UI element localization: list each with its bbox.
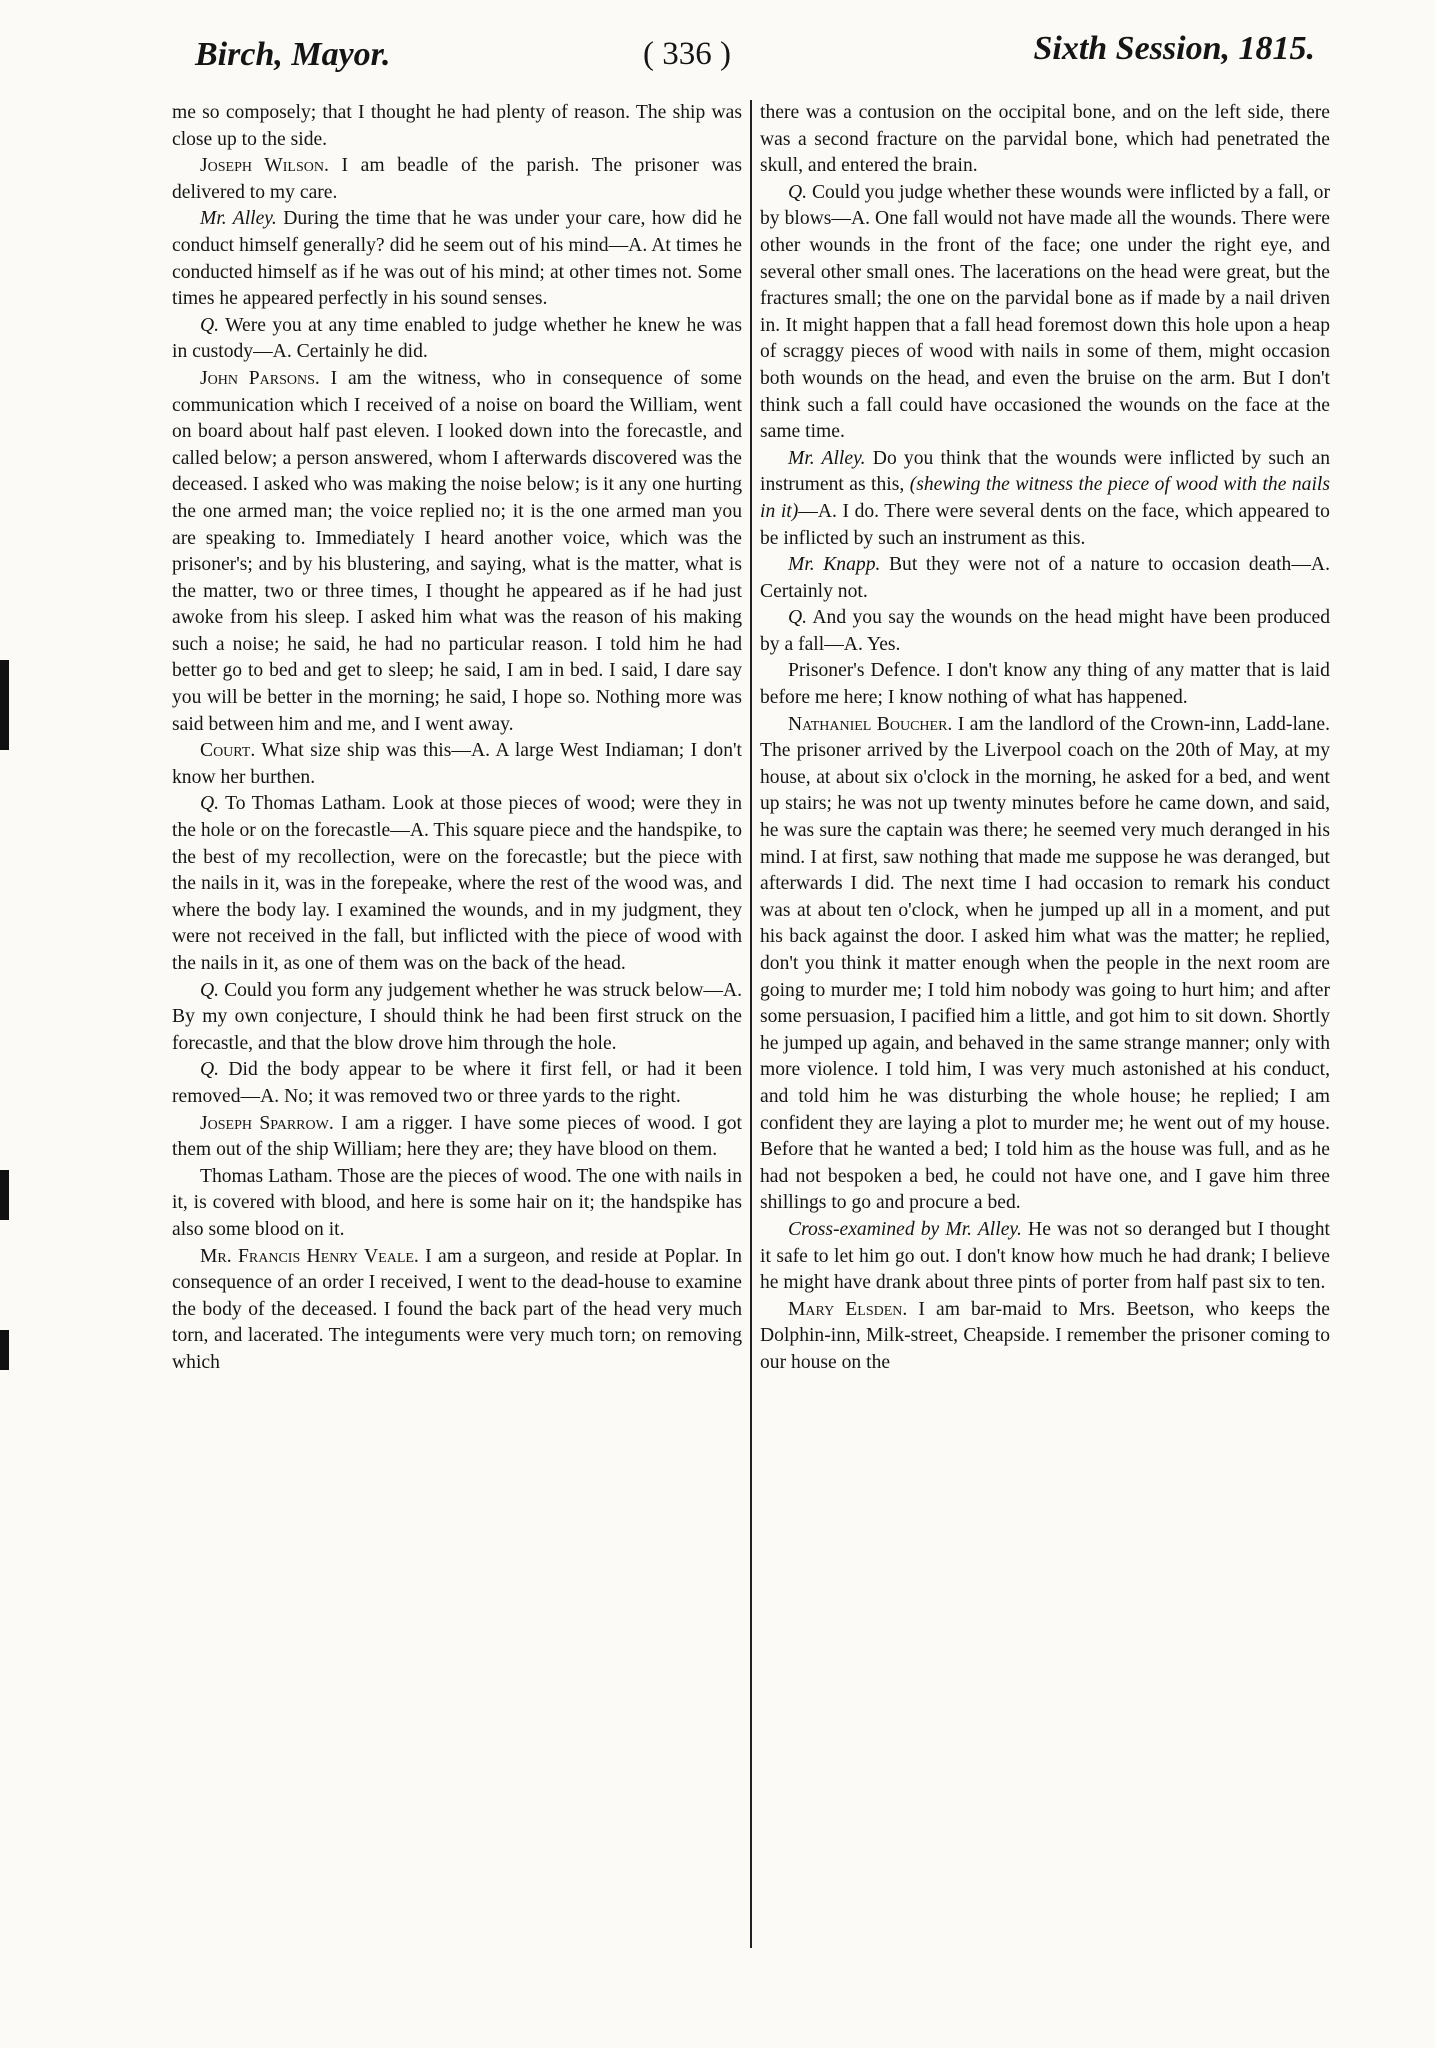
- paragraph: [172, 313, 742, 366]
- paragraph-text: Did the body appear to be where it first fell, or had it been removed—A. No; it was removed two or three yards to the right.: [172, 1059, 742, 1107]
- speaker-label: Cross-examined by Mr. Alley.: [788, 1218, 1022, 1240]
- running-head-right: Sixth Session, 1815.: [1033, 30, 1315, 67]
- scan-edge-mark: [0, 1170, 9, 1220]
- paragraph: [172, 366, 742, 738]
- paragraph-text: I am beadle of the parish. The prisoner was delivered to my care.: [172, 155, 742, 203]
- paragraph-text: I am bar-maid to Mrs. Beetson, who keeps the Dolphin-inn, Milk-street, Cheapside. I remember the prisoner coming to our house on the: [760, 1298, 1331, 1373]
- paragraph-text: I am the landlord of the Crown-inn, Ladd-lane. The prisoner arrived by the Liverpool coach on the 20th of May, at my house, at about six o'clock in the morning, he asked for a bed, and went up stairs; he was not up twenty minutes before he came down, and said, he was sure the captain was there; he seemed very much deranged in his mind. I at first, saw nothing that made me suppose he was deranged, but afterwards I did. The next time I had occasion to remark his conduct was at about ten o'clock, when he jumped up all in a moment, and put his back against the door. I asked him what was the matter; he replied, don't you think it matter enough when the people in the next room are going to murder me; I told him nobody was going to hurt him; and after some persuasion, I pacified him a little, and got him to sit down. Shortly he jumped up again, and behaved in the same strange manner; only with more violence. I told him, I was very much astonished at his conduct, and told him he was disturbing the whole house; he replied; I am confident they are laying a plot to murder me; he went out of my house. Before that he wanted a bed; I told him as the house was full, and as he had not bespoken a bed, he could not have one, and I gave him three shillings to go and procure a bed.: [760, 713, 1330, 1214]
- paragraph-text: Do you think that the wounds were inflicted by such an instrument as this,: [760, 447, 1330, 496]
- speaker-label: Prisoner's Defence.: [788, 660, 941, 682]
- paragraph: [172, 978, 742, 1058]
- paragraph: [760, 605, 1330, 658]
- paragraph-text: And you say the wounds on the head might have been produced by a fall—A. Yes.: [760, 607, 1330, 655]
- speaker-label: Q.: [200, 793, 220, 815]
- speaker-label: Nathaniel Boucher.: [788, 713, 953, 735]
- paragraph-text: I am a rigger. I have some pieces of wood. I got them out of the ship William; here they are; they have blood on them.: [172, 1112, 742, 1161]
- speaker-label: Mr. Francis Henry Veale.: [200, 1245, 419, 1267]
- paragraph: [760, 712, 1330, 1217]
- speaker-label: Q.: [200, 314, 220, 336]
- paragraph: [172, 1164, 742, 1244]
- speaker-label: Court.: [200, 740, 256, 762]
- speaker-label: John Parsons.: [200, 367, 320, 389]
- stage-direction: (shewing the witness the piece of wood with the nails in it): [760, 474, 1330, 522]
- paragraph: [760, 180, 1330, 446]
- speaker-label: Mr. Alley.: [788, 447, 866, 469]
- paragraph-text: Could you judge whether these wounds were inflicted by a fall, or by blows—A. One fall would not have made all the wounds. There were other wounds in the front of the face; one under the right eye, and several other small ones. The lacerations on the head were great, but the fractures small; the one on the parvidal bone as if made by a nail driven in. It might happen that a fall head foremost down this hole upon a heap of scraggy pieces of wood with nails in some of them, might occasion both wounds on the head, and even the bruise on the arm. But I don't think such a fall could have occasioned the wounds on the face at the same time.: [760, 181, 1330, 443]
- speaker-label: Joseph Sparrow.: [200, 1112, 334, 1134]
- speaker-label: Q.: [200, 1059, 220, 1081]
- paragraph-text: What size ship was this—A. A large West Indiaman; I don't know her burthen.: [172, 740, 742, 788]
- speaker-label: Q.: [788, 181, 808, 203]
- paragraph: [172, 1244, 742, 1377]
- page-header: [195, 26, 1315, 86]
- paragraph: [172, 206, 742, 312]
- paragraph-text: me so composely; that I thought he had plenty of reason. The ship was close up to the side.: [172, 102, 742, 150]
- paragraph-text: During the time that he was under your care, how did he conduct himself generally? did he seem out of his mind—A. At times he conducted himself as if he was out of his mind; at other times not. Some times he appeared perfectly in his sound senses.: [172, 208, 742, 310]
- paragraph: [760, 1297, 1330, 1377]
- paragraph-text: Could you form any judgement whether he was struck below—A. By my own conjecture, I should think he had been first struck on the forecastle, and that the blow drove him through the hole.: [172, 979, 742, 1054]
- paragraph: [760, 1217, 1330, 1297]
- paragraph: [760, 552, 1330, 605]
- paragraph-text: But they were not of a nature to occasion death—A. Certainly not.: [760, 554, 1330, 602]
- speaker-label: Q.: [200, 979, 220, 1001]
- speaker-label: Mr. Alley.: [200, 208, 277, 230]
- paragraph: [172, 100, 742, 153]
- paragraph: [172, 791, 742, 977]
- paragraph-text: He was not so deranged but I thought it safe to let him go out. I don't know how much he had drank; I believe he might have drank about three pints of porter from half past six to ten.: [760, 1218, 1331, 1294]
- paragraph: [760, 100, 1330, 180]
- scan-edge-mark: [0, 660, 9, 750]
- speaker-label: Joseph Wilson.: [200, 155, 329, 177]
- paragraph-text: I don't know any thing of any matter that is laid before me here; I know nothing of what has happened.: [760, 660, 1330, 709]
- paragraph-text: Were you at any time enabled to judge whether he knew he was in custody—A. Certainly he did.: [172, 314, 742, 363]
- paragraph-text: To Thomas Latham. Look at those pieces of wood; were they in the hole or on the forecastle—A. This square piece and the handspike, to the best of my recollection, were on the forecastle; but the piece with the nails in it, was in the forepeake, where the rest of the wood was, and where the body lay. I examined the wounds, and in my judgment, they were not received in the fall, but inflicted with the piece of wood with the nails in it, as one of them was on the back of the head.: [172, 793, 742, 974]
- speaker-label: Mr. Knapp.: [788, 554, 881, 576]
- paragraph: [760, 446, 1330, 552]
- scan-edge-mark: [0, 1330, 9, 1370]
- running-head-left: Birch, Mayor.: [195, 36, 391, 73]
- paragraph: [760, 658, 1330, 711]
- paragraph-text: I am a surgeon, and reside at Poplar. In consequence of an order I received, I went to the dead-house to examine the body of the deceased. I found the back part of the head very much torn, and lacerated. The integuments were very much torn; on removing which: [172, 1245, 742, 1373]
- paragraph-text: Those are the pieces of wood. The one with nails in it, is covered with blood, and here is some hair on it; the handspike has also some blood on it.: [172, 1165, 743, 1240]
- speaker-label: Q.: [788, 607, 808, 629]
- right-column: [760, 100, 1330, 1377]
- speaker-label: Thomas Latham.: [200, 1165, 333, 1187]
- paragraph: [172, 153, 742, 206]
- paragraph: [172, 1111, 742, 1164]
- paragraph-text-tail: —A. I do. There were several dents on the face, which appeared to be inflicted by such an instrument as this.: [760, 500, 1330, 549]
- paragraph-text: I am the witness, who in consequence of some communication which I received of a noise on board the William, went on board about half past eleven. I looked down into the forecastle, and called below; a person answered, whom I afterwards discovered was the deceased. I asked who was making the noise below; is it any one hurting the one armed man; the voice replied no; it is the one armed man you are speaking to. Immediately I heard another voice, which was the prisoner's; and by his blustering, and saying, what is the matter, what is the matter, two or three times, I thought he appeared as if he had just awoke from his sleep. I asked him what was the reason of his making such a noise; he said, he had no particular reason. I told him he had better go to bed and get to sleep; he said, I am in bed. I said, I dare say you will be better in the morning; he said, I hope so. Nothing more was said between him and me, and I went away.: [172, 367, 742, 735]
- paragraph-text: there was a contusion on the occipital bone, and on the left side, there was a second fracture on the parvidal bone, which had penetrated the skull, and entered the brain.: [760, 102, 1330, 177]
- paragraph: [172, 738, 742, 791]
- column-rule: [750, 100, 752, 1948]
- left-column: [172, 100, 742, 1377]
- paragraph: [172, 1057, 742, 1110]
- page-number: ( 336 ): [643, 36, 731, 72]
- speaker-label: Mary Elsden.: [788, 1298, 908, 1320]
